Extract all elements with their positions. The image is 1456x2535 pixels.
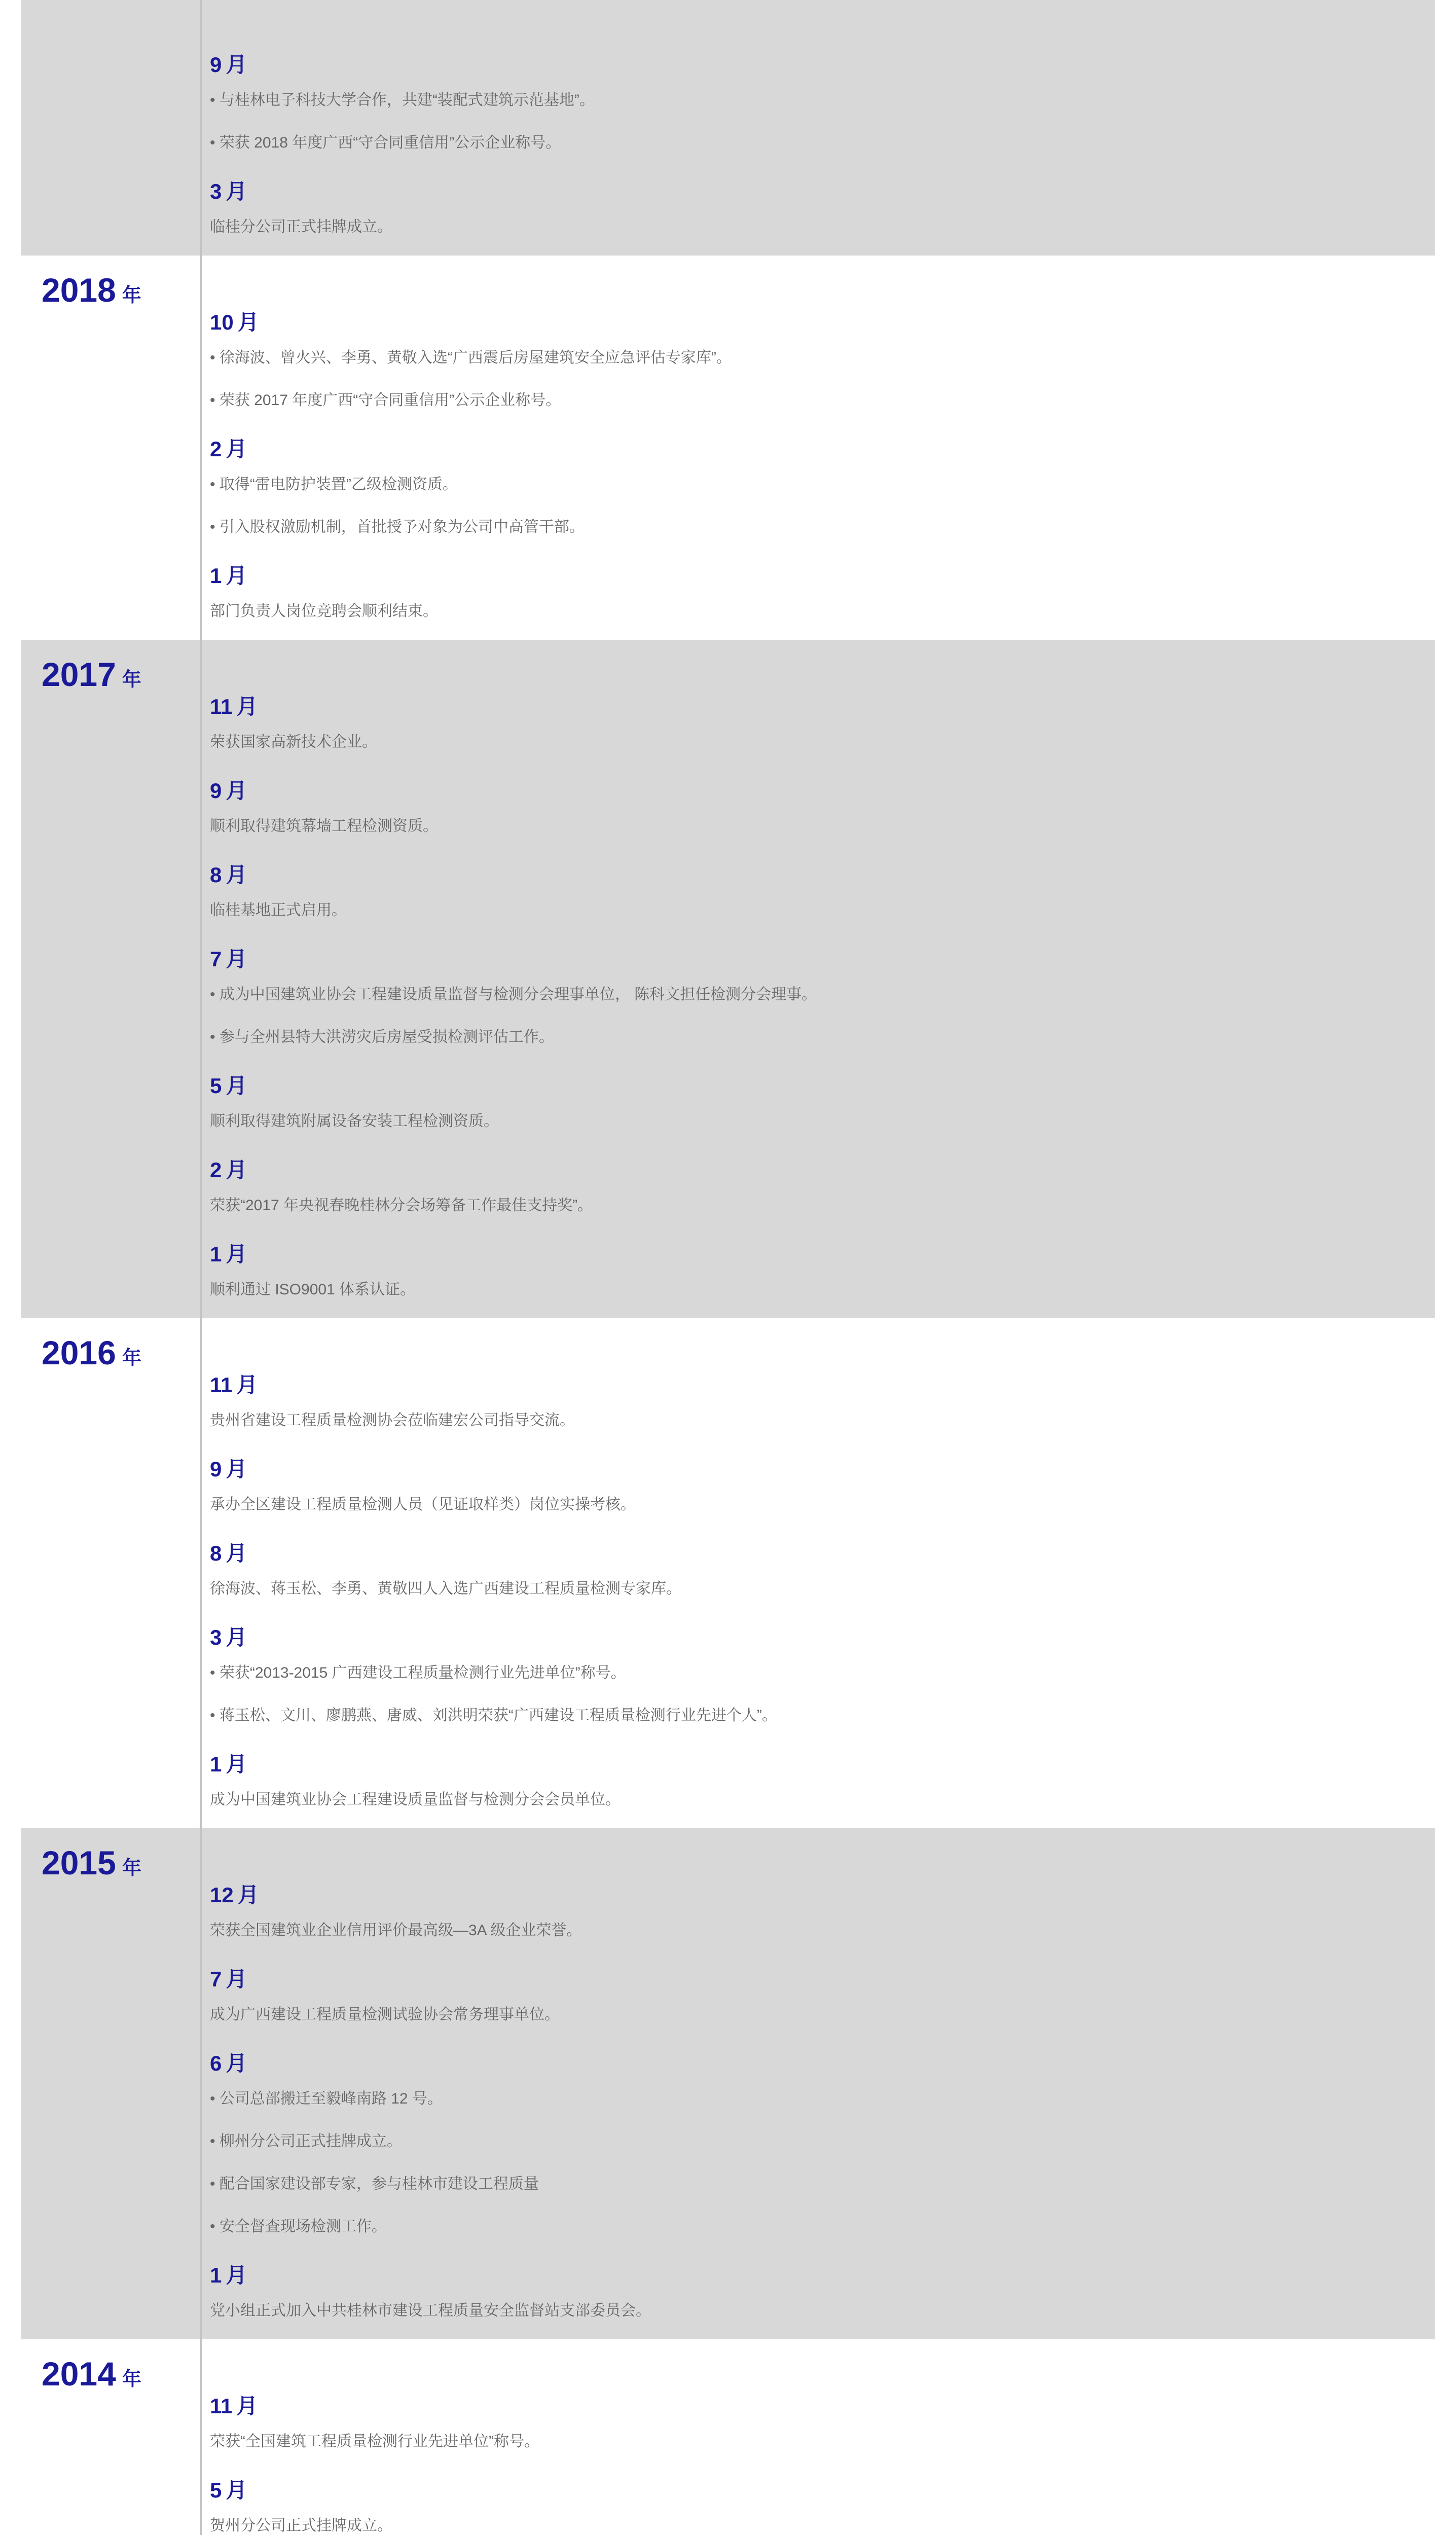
month-group [210, 1154, 1435, 1216]
event-item: 顺利取得建筑幕墙工程检测资质。 [210, 818, 438, 835]
event-item: 成为中国建筑业协会工程建设质量监督与检测分会会员单位。 [210, 1791, 621, 1808]
year-events [202, 2339, 1435, 2535]
event-item: • 荣获“2013-2015 广西建设工程质量检测行业先进单位”称号。 [210, 1664, 626, 1681]
year-label [42, 2355, 141, 2393]
month-unit: 月 [226, 1242, 247, 1266]
month-number: 6 [210, 2051, 222, 2075]
event-item: • 安全督查现场检测工作。 [210, 2218, 387, 2235]
month-unit: 月 [226, 947, 247, 971]
month-unit: 月 [226, 1967, 247, 1991]
month-unit: 月 [236, 2394, 258, 2418]
month-title [210, 2259, 1435, 2292]
year-unit: 年 [122, 1858, 141, 1879]
year-column [21, 640, 202, 1318]
month-number: 11 [210, 1373, 233, 1397]
event-item: 临桂分公司正式挂牌成立。 [210, 219, 392, 235]
month-title [210, 943, 1435, 975]
month-title [210, 49, 1435, 81]
month-title [210, 1748, 1435, 1781]
year-label [42, 1333, 141, 1372]
month-number: 7 [210, 947, 222, 971]
month-group [210, 1369, 1435, 1431]
event-item: 荣获“2017 年央视春晚桂林分会场筹备工作最佳支持奖”。 [210, 1197, 593, 1214]
month-title [210, 691, 1435, 723]
month-group [210, 2047, 1435, 2237]
month-unit: 月 [226, 1158, 247, 1182]
year-unit: 年 [122, 2369, 141, 2390]
month-unit: 月 [226, 2051, 247, 2075]
year-block [21, 640, 1435, 1318]
month-group [210, 1963, 1435, 2025]
year-block [21, 0, 1435, 256]
event-item: • 成为中国建筑业协会工程建设质量监督与检测分会理事单位， 陈科文担任检测分会理事。 [210, 986, 817, 1003]
month-title [210, 306, 1435, 339]
event-item: 贵州省建设工程质量检测协会莅临建宏公司指导交流。 [210, 1412, 575, 1429]
month-unit: 月 [226, 179, 247, 203]
month-title [210, 1070, 1435, 1102]
month-group [210, 1070, 1435, 1132]
month-number: 9 [210, 53, 222, 77]
month-number: 2 [210, 437, 222, 461]
year-unit: 年 [122, 1348, 141, 1369]
month-group [210, 560, 1435, 622]
year-events [202, 1318, 1435, 1828]
year-block [21, 1828, 1435, 2339]
year-events [202, 256, 1435, 640]
month-number: 5 [210, 2478, 222, 2502]
month-number: 8 [210, 1541, 222, 1565]
month-title [210, 1369, 1435, 1401]
month-title [210, 1537, 1435, 1570]
month-unit: 月 [226, 863, 247, 887]
month-unit: 月 [226, 1752, 247, 1776]
month-number: 1 [210, 564, 222, 588]
month-unit: 月 [226, 2478, 247, 2502]
event-item: 荣获全国建筑业企业信用评价最高级—3A 级企业荣誉。 [210, 1922, 582, 1939]
year-column [21, 1318, 202, 1828]
year-column [21, 2339, 202, 2535]
year-number: 2016 [42, 1334, 116, 1371]
month-number: 1 [210, 2263, 222, 2287]
event-item: • 参与全州县特大洪涝灾后房屋受损检测评估工作。 [210, 1029, 554, 1045]
month-unit: 月 [236, 695, 258, 718]
year-unit: 年 [122, 285, 141, 306]
month-number: 9 [210, 1457, 222, 1481]
month-unit: 月 [226, 2263, 247, 2287]
month-title [210, 1154, 1435, 1186]
event-item: • 引入股权激励机制，首批授予对象为公司中高管干部。 [210, 519, 585, 535]
month-unit: 月 [226, 1074, 247, 1098]
month-group [210, 306, 1435, 411]
timeline [21, 0, 1435, 2535]
month-title [210, 1453, 1435, 1486]
month-number: 2 [210, 1158, 222, 1182]
year-number: 2015 [42, 1844, 116, 1881]
year-number: 2017 [42, 656, 116, 693]
month-title [210, 175, 1435, 208]
month-group [210, 433, 1435, 537]
month-unit: 月 [237, 1883, 259, 1907]
month-number: 3 [210, 1625, 222, 1649]
month-title [210, 859, 1435, 891]
event-item: • 荣获 2018 年度广西“守合同重信用”公示企业称号。 [210, 134, 561, 151]
event-item: 顺利通过 ISO9001 体系认证。 [210, 1281, 416, 1298]
month-number: 7 [210, 1967, 222, 1991]
month-unit: 月 [226, 1625, 247, 1649]
month-number: 10 [210, 310, 234, 334]
event-item: • 柳州分公司正式挂牌成立。 [210, 2133, 402, 2150]
event-item: • 配合国家建设部专家，参与桂林市建设工程质量 [210, 2176, 539, 2192]
month-unit: 月 [226, 1457, 247, 1481]
month-group [210, 49, 1435, 153]
month-group [210, 2259, 1435, 2321]
month-unit: 月 [226, 53, 247, 77]
year-label [42, 655, 141, 694]
month-group [210, 2474, 1435, 2535]
month-number: 8 [210, 863, 222, 887]
month-number: 1 [210, 1752, 222, 1776]
event-item: 部门负责人岗位竞聘会顺利结束。 [210, 603, 438, 620]
year-column [21, 0, 202, 256]
year-label [42, 1843, 141, 1882]
event-item: • 取得“雷电防护装置”乙级检测资质。 [210, 476, 458, 493]
event-item: 承办全区建设工程质量检测人员（见证取样类）岗位实操考核。 [210, 1496, 636, 1513]
month-unit: 月 [236, 1373, 258, 1397]
month-group [210, 691, 1435, 752]
month-title [210, 775, 1435, 807]
year-number: 2014 [42, 2355, 116, 2393]
event-item: 荣获国家高新技术企业。 [210, 734, 377, 750]
month-number: 1 [210, 1242, 222, 1266]
event-item: • 徐海波、曾火兴、李勇、黄敬入选“广西震后房屋建筑安全应急评估专家库”。 [210, 349, 732, 366]
year-block [21, 256, 1435, 640]
month-title [210, 1879, 1435, 1911]
month-group [210, 1621, 1435, 1726]
event-item: 临桂基地正式启用。 [210, 902, 347, 919]
event-item: 顺利取得建筑附属设备安装工程检测资质。 [210, 1113, 499, 1130]
month-group [210, 1748, 1435, 1810]
month-number: 3 [210, 179, 222, 203]
event-item: 贺州分公司正式挂牌成立。 [210, 2517, 392, 2534]
month-group [210, 1453, 1435, 1515]
event-item: • 蒋玉松、文川、廖鹏燕、唐威、刘洪明荣获“广西建设工程质量检测行业先进个人”。 [210, 1707, 777, 1724]
event-item: • 公司总部搬迁至毅峰南路 12 号。 [210, 2090, 443, 2107]
month-group [210, 859, 1435, 921]
month-number: 11 [210, 2394, 233, 2418]
event-item: • 荣获 2017 年度广西“守合同重信用”公示企业称号。 [210, 392, 561, 409]
year-column [21, 1828, 202, 2339]
event-item: 成为广西建设工程质量检测试验协会常务理事单位。 [210, 2006, 560, 2023]
month-group [210, 175, 1435, 237]
month-title [210, 1238, 1435, 1271]
month-group [210, 2390, 1435, 2452]
month-group [210, 1879, 1435, 1941]
month-number: 5 [210, 1074, 222, 1098]
month-title [210, 2390, 1435, 2422]
event-item: 荣获“全国建筑工程质量检测行业先进单位”称号。 [210, 2433, 539, 2450]
month-group [210, 1238, 1435, 1300]
year-block [21, 1318, 1435, 1828]
month-unit: 月 [226, 1541, 247, 1565]
month-title [210, 560, 1435, 592]
event-item: 徐海波、蒋玉松、李勇、黄敬四人入选广西建设工程质量检测专家库。 [210, 1580, 681, 1597]
event-item: • 与桂林电子科技大学合作，共建“装配式建筑示范基地”。 [210, 92, 595, 108]
month-title [210, 2474, 1435, 2507]
month-unit: 月 [226, 564, 247, 588]
month-title [210, 1963, 1435, 1996]
month-group [210, 775, 1435, 837]
year-block [21, 2339, 1435, 2535]
month-unit: 月 [226, 779, 247, 803]
year-column [21, 256, 202, 640]
year-unit: 年 [122, 669, 141, 691]
year-number: 2018 [42, 271, 116, 309]
year-events [202, 640, 1435, 1318]
month-title [210, 433, 1435, 465]
month-group [210, 1537, 1435, 1599]
year-events [202, 0, 1435, 256]
month-group [210, 943, 1435, 1047]
month-number: 9 [210, 779, 222, 803]
month-number: 12 [210, 1883, 234, 1907]
month-unit: 月 [237, 310, 259, 334]
month-title [210, 2047, 1435, 2080]
month-unit: 月 [226, 437, 247, 461]
event-item: 党小组正式加入中共桂林市建设工程质量安全监督站支部委员会。 [210, 2302, 651, 2319]
month-number: 11 [210, 695, 233, 718]
month-title [210, 1621, 1435, 1654]
year-events [202, 1828, 1435, 2339]
year-label [42, 271, 141, 309]
